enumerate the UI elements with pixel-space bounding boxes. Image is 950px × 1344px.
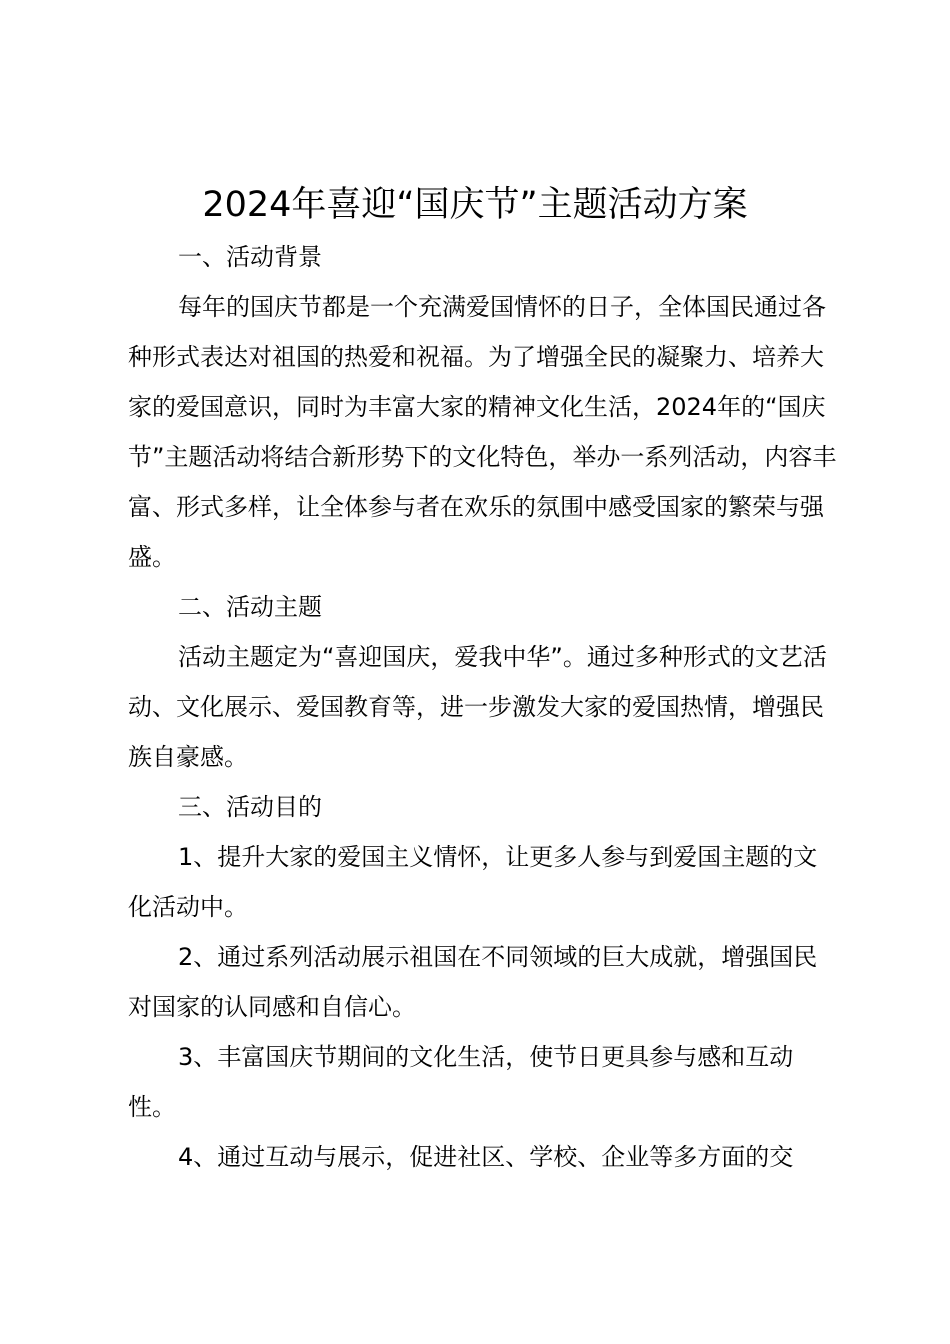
purpose-item-3: 3、丰富国庆节期间的文化生活，使节日更具参与感和互动性。 <box>128 1043 794 1121</box>
paragraph-background: 每年的国庆节都是一个充满爱国情怀的日子，全体国民通过各种形式表达对祖国的热爱和祝福。为了增强全民的凝聚力、培养大家的爱国意识，同时为丰富大家的精神文化生活，2024年的“国庆节”主题活动将结合新形势下的文化特色，举办一系列活动，内容丰富、形式多样，让全体参与者在欢乐的氛围中感受国家的繁荣与强盛。 <box>128 293 837 571</box>
document-title: 2024年喜迎“国庆节”主题活动方案 <box>202 185 748 225</box>
section-heading-theme: 二、活动主题 <box>178 593 322 621</box>
purpose-item-1: 1、提升大家的爱国主义情怀，让更多人参与到爱国主题的文化活动中。 <box>128 843 818 921</box>
section-heading-purpose: 三、活动目的 <box>178 793 322 821</box>
section-heading-background: 一、活动背景 <box>178 243 322 271</box>
paragraph-theme: 活动主题定为“喜迎国庆，爱我中华”。通过多种形式的文艺活动、文化展示、爱国教育等，进一步激发大家的爱国热情，增强民族自豪感。 <box>128 643 827 771</box>
document-body <box>128 232 838 1182</box>
purpose-item-4: 4、通过互动与展示，促进社区、学校、企业等多方面的交 <box>178 1143 794 1171</box>
purpose-item-2: 2、通过系列活动展示祖国在不同领域的巨大成就，增强国民对国家的认同感和自信心。 <box>128 943 818 1021</box>
